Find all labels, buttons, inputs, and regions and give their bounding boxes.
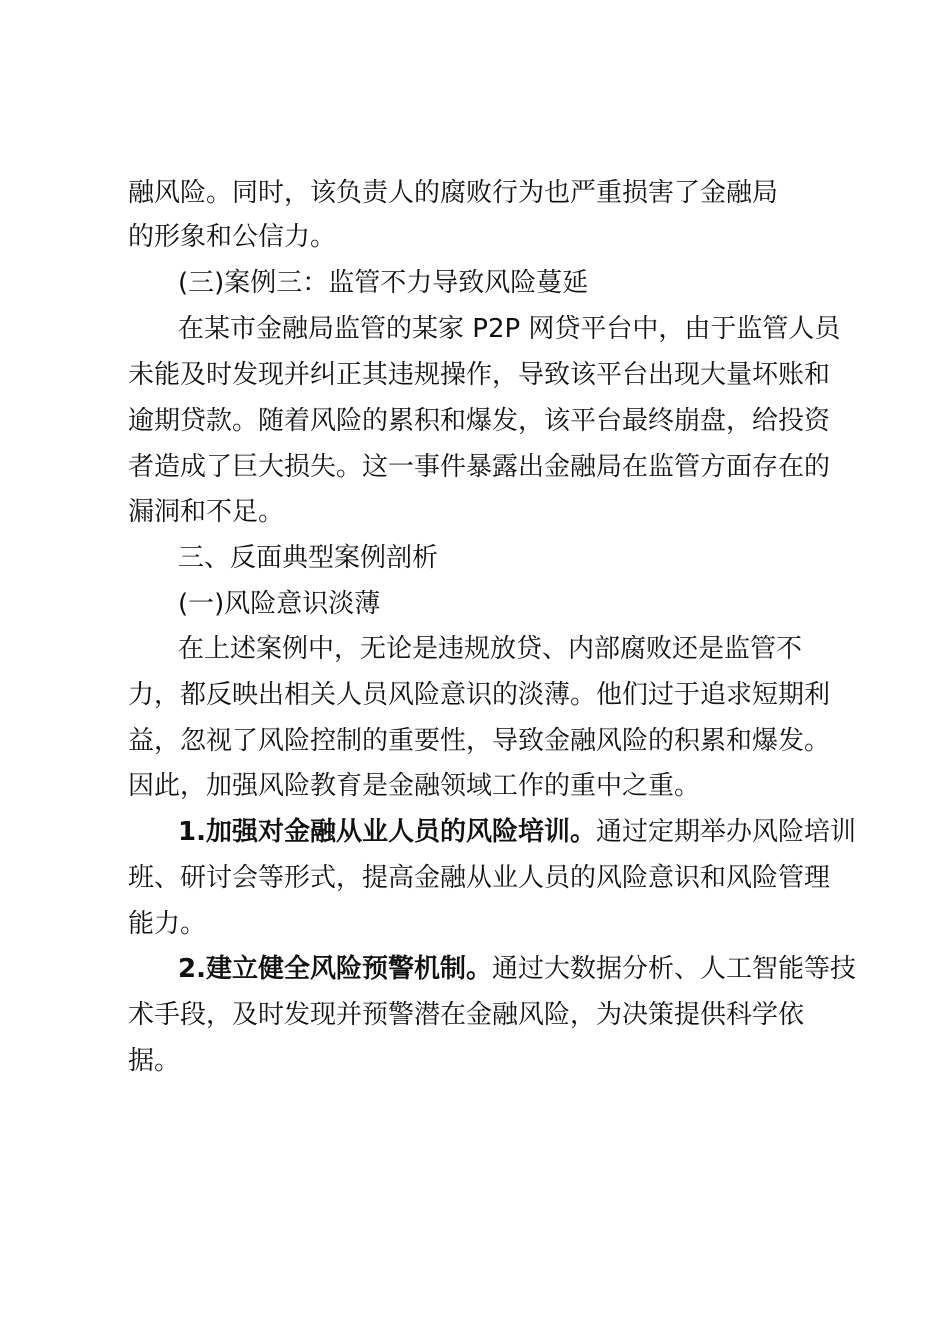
paragraph-line: 者造成了巨大损失。这一事件暴露出金融局在监管方面存在的 [128,452,831,482]
list-item-2 [178,954,856,984]
paragraph-line: 在某市金融局监管的某家 P2P 网贷平台中，由于监管人员 [178,314,841,344]
paragraph-line: 据。 [128,1046,181,1076]
section-heading-risk-awareness: (一)风险意识淡薄 [178,589,381,619]
list-item-1 [178,817,856,847]
paragraph-line: 能力。 [128,909,207,939]
list-item-2-text: 通过大数据分析、人工智能等技 [491,954,856,984]
paragraph-line: 逾期贷款。随着风险的累积和爆发，该平台最终崩盘，给投资 [128,406,831,436]
paragraph-line: 未能及时发现并纠正其违规操作，导致该平台出现大量坏账和 [128,360,831,390]
list-item-2-heading: 2.建立健全风险预警机制。 [178,954,492,984]
paragraph-line: 班、研讨会等形式，提高金融从业人员的风险意识和风险管理 [128,863,831,893]
paragraph-line: 在上述案例中，无论是违规放贷、内部腐败还是监管不 [178,634,803,664]
list-item-1-heading: 1.加强对金融从业人员的风险培训。 [178,817,596,847]
list-item-1-text: 通过定期举办风险培训 [595,817,856,847]
chapter-heading: 三、反面典型案例剖析 [178,543,439,573]
paragraph-line: 因此，加强风险教育是金融领域工作的重中之重。 [128,771,701,801]
paragraph-line: 力，都反映出相关人员风险意识的淡薄。他们过于追求短期利 [128,680,831,710]
paragraph-line: 的形象和公信力。 [128,222,337,252]
paragraph-line: 漏洞和不足。 [128,497,285,527]
paragraph-line: 益，忽视了风险控制的重要性，导致金融风险的积累和爆发。 [128,726,831,756]
paragraph-line: 术手段，及时发现并预警潜在金融风险，为决策提供科学依 [128,1000,805,1030]
paragraph-line: 融风险。同时，该负责人的腐败行为也严重损害了金融局 [128,178,779,208]
section-heading-case-three: (三)案例三：监管不力导致风险蔓延 [178,268,589,298]
